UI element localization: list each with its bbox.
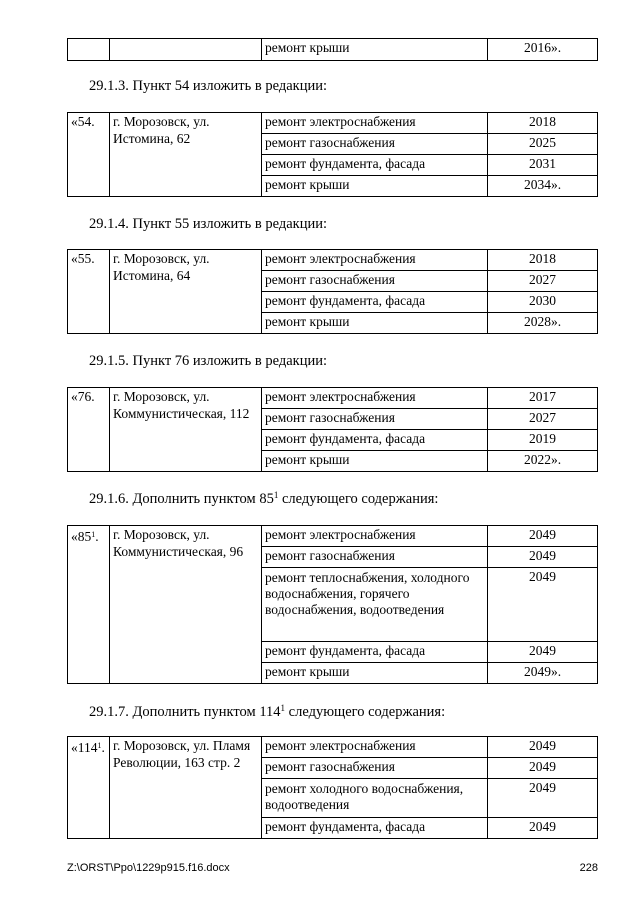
table-item-114-1 <box>67 736 598 839</box>
year-cell: 2019 <box>488 430 598 451</box>
section-heading: 29.1.4. Пункт 55 изложить в редакции: <box>89 216 328 232</box>
year-cell: 2027 <box>488 271 598 292</box>
work-cell: ремонт фундамента, фасада <box>262 818 488 839</box>
work-cell: ремонт газоснабжения <box>262 758 488 779</box>
year-cell: 2034». <box>488 176 598 197</box>
table-item-55 <box>67 249 598 334</box>
year-cell: 2049 <box>488 818 598 839</box>
address-cell: г. Морозовск, ул. Пламя Революции, 163 стр. 2 <box>110 737 262 839</box>
work-cell: ремонт электроснабжения <box>262 526 488 547</box>
year-cell: 2028». <box>488 313 598 334</box>
address-cell: г. Морозовск, ул. Истомина, 62 <box>110 113 262 197</box>
year-cell: 2049 <box>488 547 598 568</box>
address-cell: г. Морозовск, ул. Истомина, 64 <box>110 250 262 334</box>
year-cell: 2049 <box>488 568 598 642</box>
footer-page-number: 228 <box>579 862 598 874</box>
work-cell: ремонт электроснабжения <box>262 250 488 271</box>
work-cell: ремонт крыши <box>262 39 488 61</box>
work-cell: ремонт фундамента, фасада <box>262 292 488 313</box>
table-continuation <box>67 38 598 61</box>
work-cell: ремонт крыши <box>262 176 488 197</box>
table-item-54 <box>67 112 598 197</box>
work-cell: ремонт фундамента, фасада <box>262 155 488 176</box>
work-cell: ремонт фундамента, фасада <box>262 642 488 663</box>
section-heading: 29.1.3. Пункт 54 изложить в редакции: <box>89 78 328 94</box>
number-cell: «$114^1$. <box>68 737 110 839</box>
year-cell: 2022». <box>488 451 598 472</box>
year-cell: 2025 <box>488 134 598 155</box>
section-heading: 29.1.6. Дополнить пунктом $85^1$ следующего содержания: <box>89 490 439 507</box>
address-cell: г. Морозовск, ул. Коммунистическая, 96 <box>110 526 262 684</box>
number-cell: «54. <box>68 113 110 197</box>
year-cell: 2016». <box>488 39 598 61</box>
work-cell: ремонт фундамента, фасада <box>262 430 488 451</box>
address-cell: г. Морозовск, ул. Коммунистическая, 112 <box>110 388 262 472</box>
work-cell: ремонт газоснабжения <box>262 271 488 292</box>
table-item-85-1 <box>67 525 598 684</box>
year-cell: 2018 <box>488 113 598 134</box>
work-cell: ремонт электроснабжения <box>262 737 488 758</box>
number-cell: «$85^1$. <box>68 526 110 684</box>
year-cell: 2049 <box>488 642 598 663</box>
number-cell: «76. <box>68 388 110 472</box>
work-cell: ремонт крыши <box>262 313 488 334</box>
number-cell: «55. <box>68 250 110 334</box>
work-cell: ремонт газоснабжения <box>262 409 488 430</box>
section-heading: 29.1.5. Пункт 76 изложить в редакции: <box>89 353 328 369</box>
work-cell: ремонт теплоснабжения, холодного водоснабжения, горячего водоснабжения, водоотведения <box>262 568 488 642</box>
year-cell: 2049». <box>488 663 598 684</box>
number-cell <box>68 39 110 61</box>
work-cell: ремонт газоснабжения <box>262 547 488 568</box>
year-cell: 2017 <box>488 388 598 409</box>
year-cell: 2049 <box>488 526 598 547</box>
work-cell: ремонт крыши <box>262 451 488 472</box>
work-cell: ремонт газоснабжения <box>262 134 488 155</box>
address-cell <box>110 39 262 61</box>
work-cell: ремонт крыши <box>262 663 488 684</box>
table-item-76 <box>67 387 598 472</box>
year-cell: 2027 <box>488 409 598 430</box>
footer-file-path: Z:\ORST\Ppo\1229p915.f16.docx <box>67 862 230 874</box>
year-cell: 2018 <box>488 250 598 271</box>
work-cell: ремонт холодного водоснабжения, водоотведения <box>262 779 488 818</box>
year-cell: 2049 <box>488 737 598 758</box>
year-cell: 2030 <box>488 292 598 313</box>
work-cell: ремонт электроснабжения <box>262 388 488 409</box>
work-cell: ремонт электроснабжения <box>262 113 488 134</box>
section-heading: 29.1.7. Дополнить пунктом $114^1$ следующего содержания: <box>89 703 446 720</box>
year-cell: 2049 <box>488 779 598 818</box>
year-cell: 2031 <box>488 155 598 176</box>
year-cell: 2049 <box>488 758 598 779</box>
